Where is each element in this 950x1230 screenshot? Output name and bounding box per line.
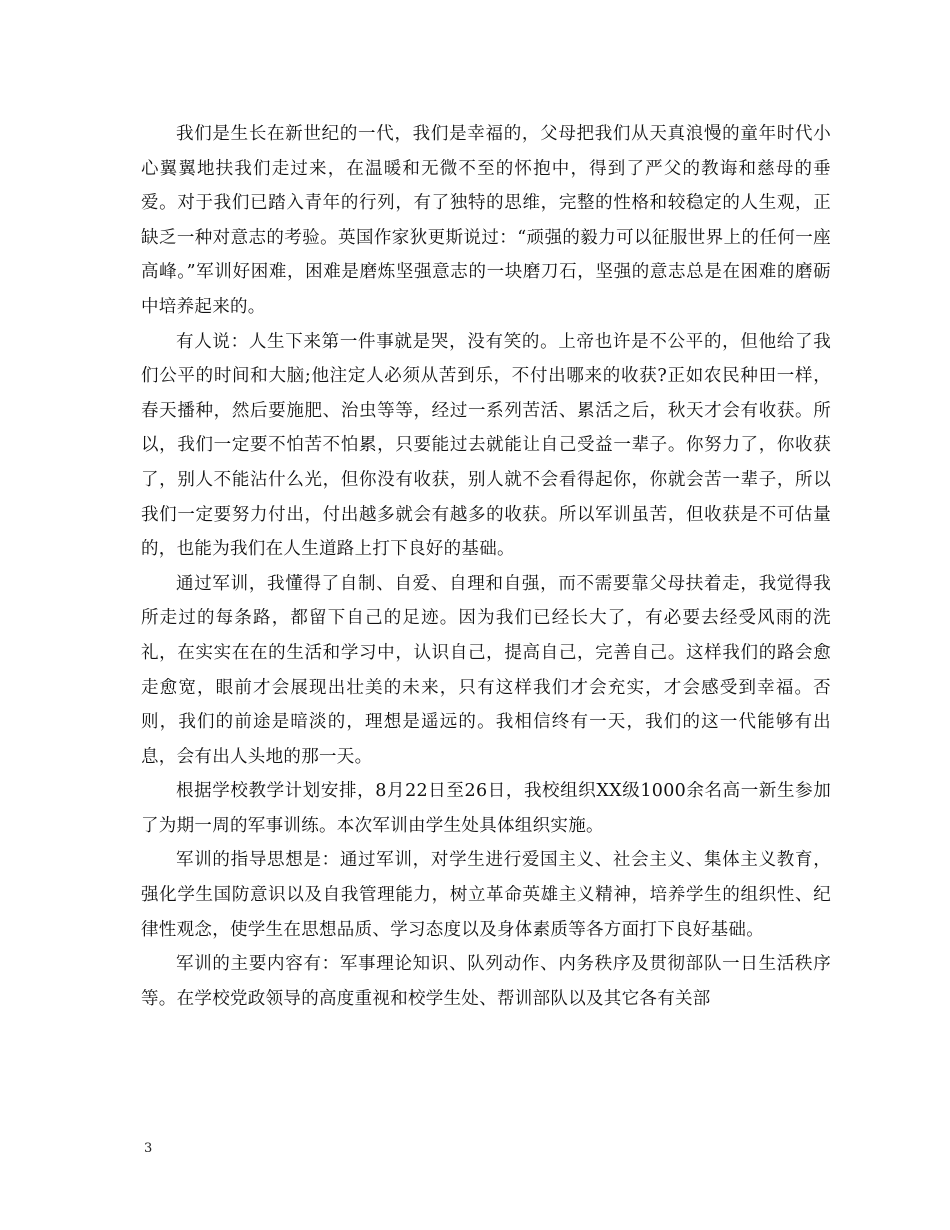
paragraph-6: 军训的主要内容有：军事理论知识、队列动作、内务秩序及贯彻部队一日生活秩序等。在学校党政领导的高度重视和校学生处、帮训部队以及其它各有关部 xyxy=(141,954,831,1009)
paragraph-3: 通过军训，我懂得了自制、自爱、自理和自强，而不需要靠父母扶着走，我觉得我所走过的每条路，都留下自己的足迹。因为我们已经长大了，有必要去经受风雨的洗礼，在实实在在的生活和学习中，认识自己，提高自己，完善自己。这样我们的路会愈走愈宽，眼前才会展现出壮美的未来，只有这样我们才会充实，才会感受到幸福。否则，我们的前途是暗淡的，理想是遥远的。我相信终有一天，我们的这一代能够有出息，会有出人头地的那一天。 xyxy=(141,573,831,767)
paragraph-5: 军训的指导思想是：通过军训，对学生进行爱国主义、社会主义、集体主义教育，强化学生国防意识以及自我管理能力，树立革命英雄主义精神，培养学生的组织性、纪律性观念，使学生在思想品质、学习态度以及身体素质等各方面打下良好基础。 xyxy=(141,850,831,940)
page-number: 3 xyxy=(144,1141,153,1156)
paragraph-4: 根据学校教学计划安排，8月22日至26日，我校组织XX级1000余名高一新生参加了为期一周的军事训练。本次军训由学生处具体组织实施。 xyxy=(141,781,831,836)
paragraph-2: 有人说：人生下来第一件事就是哭，没有笑的。上帝也许是不公平的，但他给了我们公平的时间和大脑;他注定人必须从苦到乐，不付出哪来的收获?正如农民种田一样，春天播种，然后要施肥、治虫等等，经过一系列苦活、累活之后，秋天才会有收获。所以，我们一定要不怕苦不怕累，只要能过去就能让自己受益一辈子。你努力了，你收获了，别人不能沾什么光，但你没有收获，别人就不会看得起你，你就会苦一辈子，所以我们一定要努力付出，付出越多就会有越多的收获。所以军训虽苦，但收获是不可估量的，也能为我们在人生道路上打下良好的基础。 xyxy=(141,331,831,560)
paragraph-1: 我们是生长在新世纪的一代，我们是幸福的，父母把我们从天真浪慢的童年时代小心翼翼地扶我们走过来，在温暖和无微不至的怀抱中，得到了严父的教诲和慈母的垂爱。对于我们已踏入青年的行列，有了独特的思维，完整的性格和较稳定的人生观，正缺乏一种对意志的考验。英国作家狄更斯说过：“顽强的毅力可以征服世界上的任何一座高峰。”军训好困难，困难是磨炼坚强意志的一块磨刀石，坚强的意志总是在困难的磨砺中培养起来的。 xyxy=(141,124,831,317)
document-body xyxy=(141,117,831,1016)
